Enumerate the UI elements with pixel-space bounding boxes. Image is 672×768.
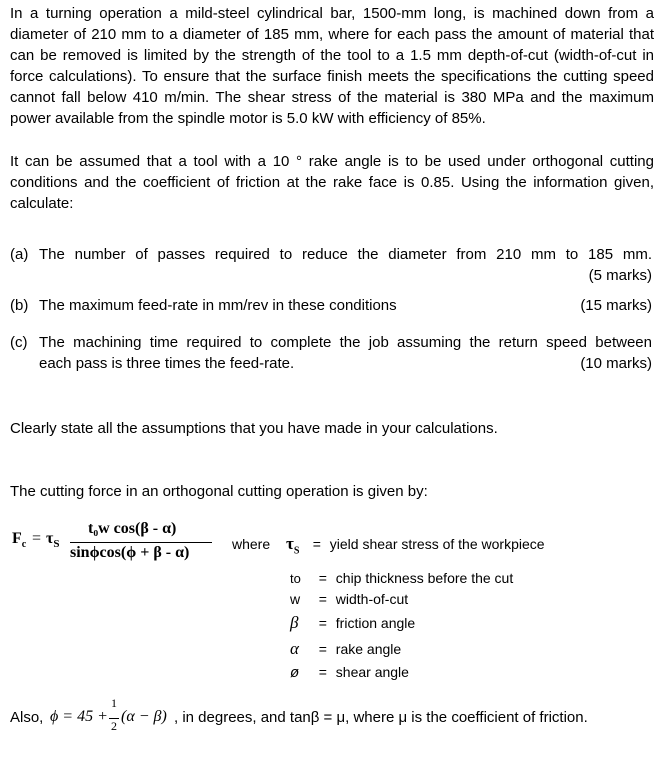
legend-symbol-w: w (290, 591, 301, 607)
question-a-marks: (5 marks) (588, 267, 652, 284)
also-suffix: , in degrees, and tanβ = μ, where μ is the coefficient of friction. (174, 709, 588, 726)
legend-symbol-alpha: α (290, 639, 299, 658)
legend-row-alpha (290, 640, 401, 658)
legend-row-beta (290, 614, 415, 632)
legend-desc: shear angle (335, 664, 409, 680)
formula-tau: $\tau_S$ (46, 530, 60, 551)
formula-denominator: sinϕcos(ϕ + β - α) (70, 544, 190, 561)
legend-symbol-beta: β (290, 613, 299, 632)
phi-formula-lhs: ϕ = 45 + (50, 708, 108, 725)
also-line (10, 696, 660, 738)
question-b (10, 295, 652, 316)
legend-symbol-phi: ø (290, 664, 300, 681)
question-c-label: (c) (10, 334, 28, 351)
phi-fraction-denominator: 2 (111, 719, 117, 733)
legend-row-phi (290, 663, 409, 682)
question-c (10, 332, 652, 374)
legend-eq: = (318, 664, 327, 680)
legend-where: where (232, 536, 271, 552)
legend-desc: friction angle (335, 615, 416, 631)
cutting-force-formula (12, 520, 212, 570)
question-a-label: (a) (10, 246, 29, 263)
phi-formula-rhs: (α − β) (121, 708, 167, 725)
question-b-text: The maximum feed-rate in mm/rev in these conditions (39, 297, 397, 314)
question-a (10, 244, 652, 286)
intro-paragraph: In a turning operation a mild-steel cylindrical bar, 1500-mm long, is machined down from a diameter of 210 mm to a diameter of 185 mm, where for each pass the amount of material that can be removed is limited by the strength of the tool to a 1.5 mm depth-of-cut (width-of-cut in force calculations). To ensure that the surface finish meets the specifications the cutting speed cannot fall below 410 m/min. The shear stress of the material is 380 MPa and the maximum power available from the spindle motor is 5.0 kW with efficiency of 85%. (10, 5, 654, 127)
question-b-marks: (15 marks) (580, 297, 652, 314)
legend-symbol-tau: $\tau_S$ (286, 534, 300, 557)
formula-intro: The cutting force in an orthogonal cutting operation is given by: (10, 483, 428, 500)
phi-fraction-numerator: 1 (111, 696, 117, 710)
question-b-label: (b) (10, 297, 29, 314)
legend-desc: width-of-cut (335, 591, 409, 607)
legend-eq: = (318, 641, 327, 657)
legend-row-tau (286, 535, 545, 560)
formula-numerator: t₀w cos(β - α) (88, 520, 177, 537)
legend-desc: yield shear stress of the workpiece (329, 536, 545, 552)
legend-desc: rake angle (335, 641, 402, 657)
legend-row-to (290, 569, 513, 588)
legend-desc: chip thickness before the cut (335, 570, 514, 586)
legend-row-w (290, 590, 408, 608)
legend-eq: = (312, 536, 321, 552)
formula-fraction-bar (70, 542, 212, 543)
legend-eq: = (318, 570, 327, 586)
formula-equals: = (32, 530, 42, 547)
question-c-marks: (10 marks) (580, 355, 652, 372)
question-c-text-line1: The machining time required to complete the job assuming the return speed between (39, 334, 652, 351)
legend-symbol-to: to (290, 571, 301, 586)
question-a-text: The number of passes required to reduce the diameter from 210 mm to 185 mm. (39, 246, 652, 263)
assumptions-note: Clearly state all the assumptions that you have made in your calculations. (10, 420, 498, 437)
formula-lhs: $F_c$ (12, 530, 27, 551)
question-c-text-line2: each pass is three times the feed-rate. (39, 355, 295, 372)
also-prefix: Also, (10, 709, 44, 726)
legend-eq: = (318, 615, 327, 631)
legend-eq: = (318, 591, 327, 607)
assumption-paragraph: It can be assumed that a tool with a 10 ° rake angle is to be used under orthogonal cutting conditions and the coefficient of friction at the rake face is 0.85. Using the information given, calculate: (10, 153, 654, 212)
